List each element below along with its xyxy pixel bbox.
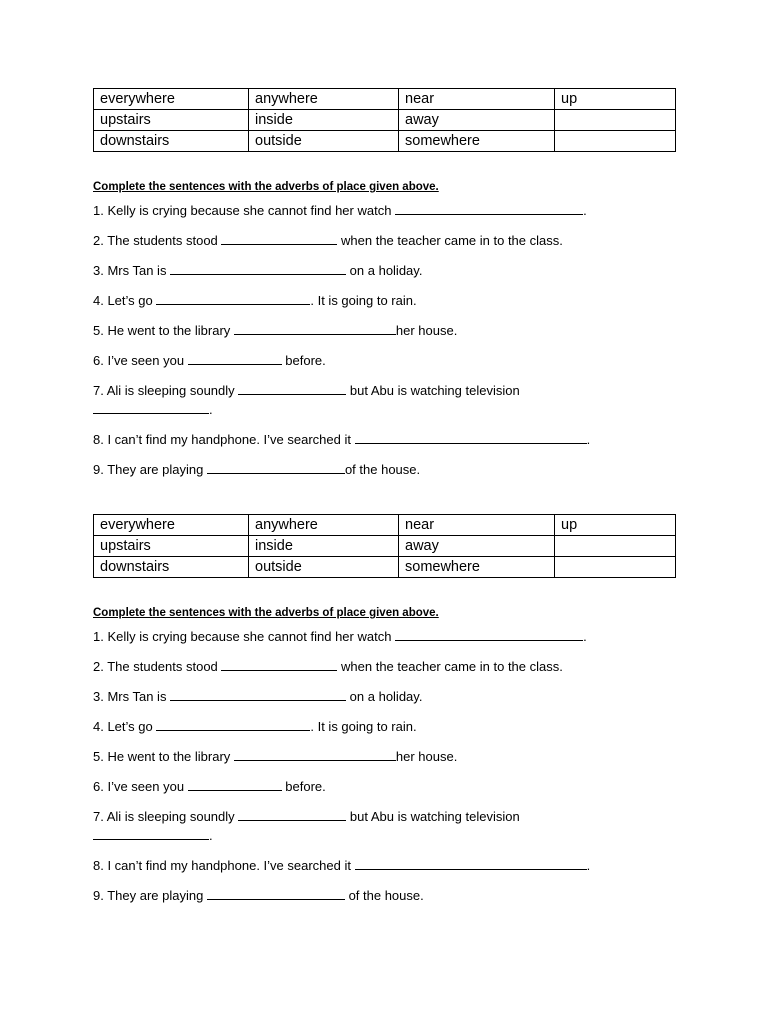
question-text: 4. Let’s go xyxy=(93,719,157,734)
table-cell: up xyxy=(555,89,676,110)
answer-blank[interactable] xyxy=(188,351,282,365)
answer-blank[interactable] xyxy=(188,777,282,791)
question-text: 5. He went to the library xyxy=(93,749,234,764)
question-7 xyxy=(93,381,675,419)
question-text: 9. They are playing xyxy=(93,462,207,477)
question-list xyxy=(93,627,675,905)
question-text: when the teacher came in to the class. xyxy=(337,659,563,674)
question-text: 3. Mrs Tan is xyxy=(93,689,171,704)
answer-blank[interactable] xyxy=(221,231,337,245)
question-3 xyxy=(93,687,675,706)
table-cell: downstairs xyxy=(94,557,249,578)
question-9 xyxy=(93,460,675,479)
table-cell: upstairs xyxy=(94,110,249,131)
question-7 xyxy=(93,807,675,845)
question-text: . xyxy=(583,203,587,218)
table-cell xyxy=(555,557,676,578)
question-text: 5. He went to the library xyxy=(93,323,234,338)
table-cell: near xyxy=(399,515,555,536)
question-text: when the teacher came in to the class. xyxy=(337,233,563,248)
question-text: 2. The students stood xyxy=(93,233,222,248)
question-6 xyxy=(93,351,675,370)
instruction-heading: Complete the sentences with the adverbs of place given above. xyxy=(93,181,439,193)
question-line-2 xyxy=(93,400,675,419)
table-cell: everywhere xyxy=(94,515,249,536)
table-row xyxy=(94,536,676,557)
question-text: on a holiday. xyxy=(346,689,423,704)
question-text: . It is going to rain. xyxy=(310,719,417,734)
question-text: . It is going to rain. xyxy=(310,293,417,308)
instruction-heading: Complete the sentences with the adverbs of place given above. xyxy=(93,607,439,619)
question-text: 6. I’ve seen you xyxy=(93,779,188,794)
question-text: 8. I can’t find my handphone. I’ve searched it xyxy=(93,432,355,447)
question-5 xyxy=(93,321,675,340)
table-cell: inside xyxy=(249,110,399,131)
table-row xyxy=(94,110,676,131)
table-row xyxy=(94,557,676,578)
question-text: before. xyxy=(281,353,326,368)
answer-blank[interactable] xyxy=(238,381,346,395)
question-text: of the house. xyxy=(344,462,421,477)
question-text: but Abu is watching television xyxy=(346,809,520,824)
answer-blank[interactable] xyxy=(93,400,209,414)
table-cell: upstairs xyxy=(94,536,249,557)
answer-blank[interactable] xyxy=(355,430,587,444)
table-cell: outside xyxy=(249,557,399,578)
question-text: . xyxy=(583,629,587,644)
question-9 xyxy=(93,886,675,905)
question-list xyxy=(93,201,675,479)
question-8 xyxy=(93,856,675,875)
question-3 xyxy=(93,261,675,280)
answer-blank[interactable] xyxy=(156,717,310,731)
table-cell: somewhere xyxy=(399,557,555,578)
question-text: 2. The students stood xyxy=(93,659,222,674)
question-8 xyxy=(93,430,675,449)
answer-blank[interactable] xyxy=(156,291,310,305)
answer-blank[interactable] xyxy=(221,657,337,671)
question-text: 7. Ali is sleeping soundly xyxy=(93,383,239,398)
question-4 xyxy=(93,291,675,310)
question-text: on a holiday. xyxy=(346,263,423,278)
table-row xyxy=(94,515,676,536)
question-text: 1. Kelly is crying because she cannot find her watch xyxy=(93,629,396,644)
question-5 xyxy=(93,747,675,766)
table-cell: away xyxy=(399,110,555,131)
question-text: . xyxy=(209,402,213,417)
question-text: . xyxy=(586,858,591,873)
answer-blank[interactable] xyxy=(238,807,346,821)
worksheet-2 xyxy=(93,514,675,916)
table-row xyxy=(94,89,676,110)
question-text: 1. Kelly is crying because she cannot find her watch xyxy=(93,203,396,218)
table-cell: anywhere xyxy=(249,515,399,536)
question-text: . xyxy=(586,432,591,447)
table-cell: downstairs xyxy=(94,131,249,152)
answer-blank[interactable] xyxy=(234,321,396,335)
answer-blank[interactable] xyxy=(355,856,587,870)
question-text: 4. Let’s go xyxy=(93,293,157,308)
question-text: before. xyxy=(281,779,326,794)
question-1 xyxy=(93,201,675,220)
question-text: 9. They are playing xyxy=(93,888,207,903)
answer-blank[interactable] xyxy=(395,627,583,641)
question-1 xyxy=(93,627,675,646)
question-text: but Abu is watching television xyxy=(346,383,520,398)
question-text: of the house. xyxy=(344,888,424,903)
question-text: her house. xyxy=(395,749,458,764)
question-line-2 xyxy=(93,826,675,845)
table-cell: inside xyxy=(249,536,399,557)
table-cell: up xyxy=(555,515,676,536)
question-4 xyxy=(93,717,675,736)
question-6 xyxy=(93,777,675,796)
table-cell: away xyxy=(399,536,555,557)
question-text: 8. I can’t find my handphone. I’ve searched it xyxy=(93,858,355,873)
question-text: . xyxy=(209,828,213,843)
table-cell: anywhere xyxy=(249,89,399,110)
table-cell: near xyxy=(399,89,555,110)
table-row xyxy=(94,131,676,152)
answer-blank[interactable] xyxy=(395,201,583,215)
table-cell: everywhere xyxy=(94,89,249,110)
question-text: 3. Mrs Tan is xyxy=(93,263,171,278)
answer-blank[interactable] xyxy=(93,826,209,840)
worksheet-1 xyxy=(93,88,675,490)
question-2 xyxy=(93,657,675,676)
table-cell xyxy=(555,536,676,557)
table-cell xyxy=(555,131,676,152)
answer-blank[interactable] xyxy=(234,747,396,761)
adverbs-word-table xyxy=(93,514,676,578)
table-cell: outside xyxy=(249,131,399,152)
question-text: her house. xyxy=(395,323,458,338)
question-2 xyxy=(93,231,675,250)
adverbs-word-table xyxy=(93,88,676,152)
question-text: 7. Ali is sleeping soundly xyxy=(93,809,239,824)
answer-blank[interactable] xyxy=(170,687,346,701)
table-cell xyxy=(555,110,676,131)
answer-blank[interactable] xyxy=(170,261,346,275)
answer-blank[interactable] xyxy=(207,886,345,900)
table-cell: somewhere xyxy=(399,131,555,152)
question-text: 6. I’ve seen you xyxy=(93,353,188,368)
answer-blank[interactable] xyxy=(207,460,345,474)
